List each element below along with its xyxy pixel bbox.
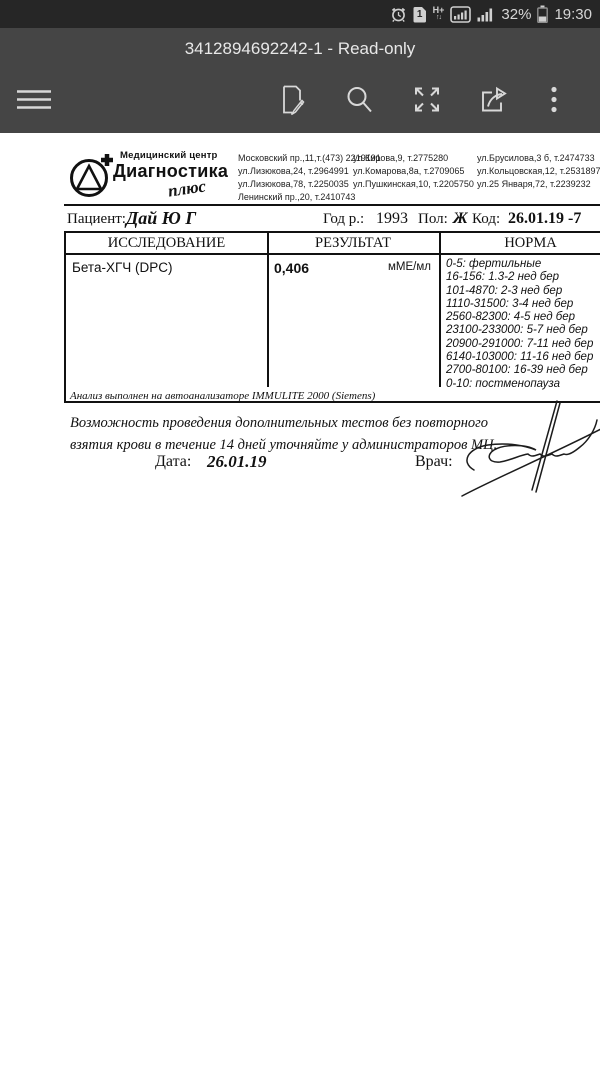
- patient-label: Пациент:: [67, 211, 126, 227]
- overflow-menu-icon[interactable]: [550, 84, 558, 119]
- address: Московский пр.,11,т.(473) 2219191: [238, 153, 381, 163]
- doctor-label: Врач:: [415, 453, 453, 470]
- network-hplus-icon: H+ ↑↓: [432, 5, 445, 21]
- birth-year-value: 1993: [376, 210, 408, 227]
- address: ул.Лизюкова,24, т.2964991: [238, 166, 349, 176]
- clinic-name: Диагностика: [113, 161, 229, 181]
- table-header-row: [66, 233, 600, 255]
- col-header-test: ИССЛЕДОВАНИЕ: [107, 235, 226, 251]
- signal-box-icon: [450, 6, 471, 23]
- col-header-result: РЕЗУЛЬТАТ: [315, 235, 391, 251]
- header-divider: [64, 204, 600, 206]
- address: ул.Брусилова,3 б, т.2474733: [477, 153, 595, 163]
- title-bar: [0, 28, 600, 70]
- test-name: Бета-ХГЧ (DPC): [72, 260, 173, 275]
- birth-year-label: Год р.:: [323, 211, 365, 227]
- norm-line: 0-5: фертильные: [446, 258, 542, 270]
- clock-time: 19:30: [554, 5, 592, 23]
- date-label: Дата:: [155, 453, 192, 470]
- norm-line: 20900-291000: 7-11 нед бер: [446, 337, 594, 350]
- norm-line: 2700-80100: 16-39 нед бер: [446, 364, 588, 377]
- norm-line: 6140-103000: 11-16 нед бер: [446, 351, 594, 364]
- norm-line: 16-156: 1.3-2 нед бер: [446, 271, 560, 284]
- norm-range-list: [446, 258, 593, 391]
- col-header-norm: НОРМА: [504, 235, 557, 251]
- menu-icon[interactable]: [16, 87, 52, 116]
- toolbar: [0, 70, 600, 133]
- sim-slot-number: 1: [416, 8, 423, 20]
- document-page[interactable]: [0, 133, 600, 1066]
- date-value: 26.01.19: [207, 452, 267, 471]
- code-label: Код:: [472, 211, 501, 227]
- norm-line: 0-10: постменопауза: [446, 377, 561, 390]
- sex-label: Пол:: [418, 211, 448, 227]
- column-divider: [267, 233, 269, 387]
- analyzer-footnote: Анализ выполнен на автоанализаторе IMMULITE 2000 (Siemens): [70, 390, 376, 402]
- clinic-logo-mark: [64, 151, 120, 201]
- share-icon[interactable]: [478, 84, 510, 119]
- signal-bars-icon: [477, 7, 495, 22]
- test-result: 0,406: [274, 260, 310, 276]
- battery-icon: [537, 5, 548, 23]
- norm-line: 101-4870: 2-3 нед бер: [446, 284, 563, 297]
- address: ул.Пушкинская,10, т.2205750: [353, 179, 474, 189]
- address: Ленинский пр.,20, т.2410743: [238, 192, 356, 202]
- sim-card-icon: [413, 6, 427, 23]
- fullscreen-icon[interactable]: [412, 84, 442, 119]
- address: ул.Кирова,9, т.2775280: [353, 153, 449, 163]
- clinic-name-script: плюс: [166, 176, 207, 201]
- note-line-1: Возможность проведения дополнительных тестов без повторного: [70, 415, 489, 431]
- clinic-center-label: Медицинский центр: [120, 150, 218, 161]
- test-units: мМЕ/мл: [388, 261, 431, 273]
- norm-line: 1110-31500: 3-4 нед бер: [446, 297, 574, 310]
- search-icon[interactable]: [344, 84, 374, 119]
- edit-document-icon[interactable]: [276, 83, 308, 120]
- address: ул.Лизюкова,78, т.2250035: [238, 179, 349, 189]
- address: ул.Комарова,8а, т.2709065: [353, 166, 465, 176]
- results-table: [64, 231, 600, 403]
- battery-percent: 32%: [501, 5, 532, 23]
- status-bar: [0, 0, 600, 28]
- address: ул.25 Января,72, т.2239232: [477, 179, 591, 189]
- sex-value: Ж: [453, 210, 468, 227]
- column-divider: [439, 233, 441, 387]
- doctor-signature: [460, 398, 600, 500]
- norm-line: 2560-82300: 4-5 нед бер: [446, 311, 576, 324]
- patient-name: Дай Ю Г: [126, 208, 197, 228]
- document-title: 3412894692242-1 - Read-only: [184, 39, 416, 58]
- note-line-2: взятия крови в течение 14 дней уточняйте у администраторов МЦ.: [70, 437, 498, 453]
- code-value: 26.01.19 -7: [508, 210, 582, 227]
- clinic-logo: [64, 149, 239, 204]
- norm-line: 23100-233000: 5-7 нед бер: [446, 324, 588, 337]
- address: ул.Кольцовская,12, т.2531897: [477, 166, 600, 176]
- alarm-icon: [390, 6, 407, 23]
